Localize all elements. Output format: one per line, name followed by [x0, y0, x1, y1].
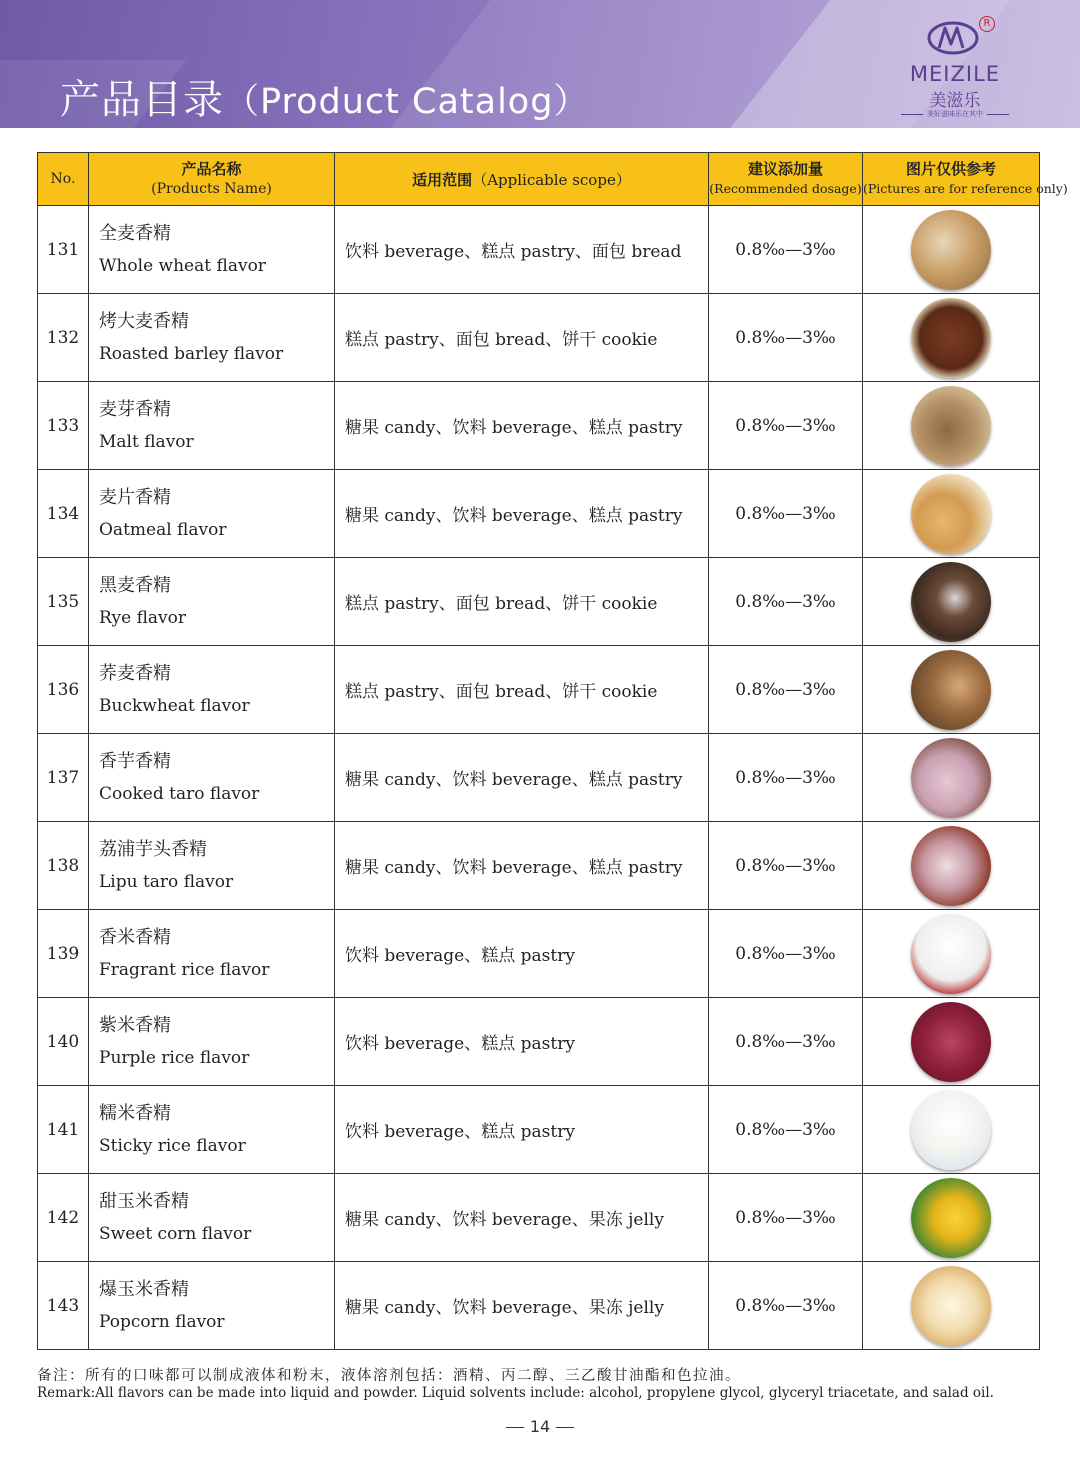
- product-name: [89, 1262, 335, 1350]
- product-name: [89, 1174, 335, 1262]
- product-name-cn: 全麦香精: [99, 222, 171, 244]
- recommended-dosage: 0.8‰—3‰: [709, 382, 863, 470]
- product-name-cn: 麦片香精: [99, 486, 171, 508]
- applicable-scope: 糖果 candy、饮料 beverage、果冻 jelly: [335, 1174, 709, 1262]
- product-number: 138: [38, 822, 89, 910]
- applicable-scope: 糖果 candy、饮料 beverage、果冻 jelly: [335, 1262, 709, 1350]
- product-name-cn: 香芋香精: [99, 750, 171, 772]
- product-number: 136: [38, 646, 89, 734]
- table-row: [38, 910, 1040, 998]
- column-header-name: [89, 153, 335, 206]
- product-name-cn: 香米香精: [99, 926, 171, 948]
- fragrant-rice-photo: [911, 914, 991, 994]
- product-name-cn: 麦芽香精: [99, 398, 171, 420]
- recommended-dosage: 0.8‰—3‰: [709, 470, 863, 558]
- recommended-dosage: 0.8‰—3‰: [709, 822, 863, 910]
- column-header-dosage: [709, 153, 863, 206]
- recommended-dosage: 0.8‰—3‰: [709, 1174, 863, 1262]
- product-name-cn: 糯米香精: [99, 1102, 171, 1124]
- product-number: 140: [38, 998, 89, 1086]
- reference-picture-cell: [863, 1262, 1040, 1350]
- recommended-dosage: 0.8‰—3‰: [709, 734, 863, 822]
- remark-en: Remark:All flavors can be made into liquid and powder. Liquid solvents include: alcohol, propylene glycol, glyceryl triacetate, and salad oil.: [37, 1385, 994, 1401]
- recommended-dosage: 0.8‰—3‰: [709, 998, 863, 1086]
- reference-picture-cell: [863, 206, 1040, 294]
- applicable-scope: 饮料 beverage、糕点 pastry: [335, 998, 709, 1086]
- brand-slogan: [890, 109, 1020, 119]
- column-header-no-label: No.: [50, 171, 76, 187]
- reference-picture-cell: [863, 1174, 1040, 1262]
- table-row: [38, 1262, 1040, 1350]
- applicable-scope: 饮料 beverage、糕点 pastry、面包 bread: [335, 206, 709, 294]
- product-name-en: Purple rice flavor: [99, 1047, 250, 1068]
- recommended-dosage: 0.8‰—3‰: [709, 646, 863, 734]
- brand-slogan-text: 美好滋味乐在其中: [927, 110, 983, 118]
- product-number: 134: [38, 470, 89, 558]
- buckwheat-photo: [911, 650, 991, 730]
- product-name-cn: 荞麦香精: [99, 662, 171, 684]
- purple-rice-photo: [911, 1002, 991, 1082]
- reference-picture-cell: [863, 382, 1040, 470]
- column-header-picture-cn: 图片仅供参考: [905, 160, 996, 178]
- recommended-dosage: 0.8‰—3‰: [709, 294, 863, 382]
- page-number-value: 14: [529, 1417, 551, 1436]
- column-header-scope: [335, 153, 709, 206]
- product-name: [89, 646, 335, 734]
- product-name: [89, 822, 335, 910]
- product-name-en: Rye flavor: [99, 607, 187, 628]
- reference-picture-cell: [863, 294, 1040, 382]
- product-number: 139: [38, 910, 89, 998]
- table-row: [38, 822, 1040, 910]
- table-row: [38, 382, 1040, 470]
- roasted-barley-photo: [911, 298, 991, 378]
- reference-picture-cell: [863, 1086, 1040, 1174]
- whole-wheat-bread-photo: [911, 210, 991, 290]
- product-name-en: Sticky rice flavor: [99, 1135, 246, 1156]
- column-header-picture-en: (Pictures are for reference only): [863, 181, 1068, 196]
- table-row: [38, 558, 1040, 646]
- product-name-en: Buckwheat flavor: [99, 695, 250, 716]
- product-number: 131: [38, 206, 89, 294]
- product-name: [89, 382, 335, 470]
- table-row: [38, 998, 1040, 1086]
- product-name-en: Popcorn flavor: [99, 1311, 225, 1332]
- recommended-dosage: 0.8‰—3‰: [709, 1086, 863, 1174]
- table-row: [38, 1174, 1040, 1262]
- product-catalog-table: [37, 152, 1068, 1350]
- remark-cn: 备注：所有的口味都可以制成液体和粉末，液体溶剂包括：酒精、丙二醇、三乙酸甘油酯和色拉油。: [37, 1368, 741, 1384]
- column-header-scope-en: （Applicable scope）: [472, 170, 631, 189]
- rye-grain-photo: [911, 562, 991, 642]
- page-title-cn: 产品目录: [60, 77, 224, 123]
- product-name: [89, 1086, 335, 1174]
- column-header-dosage-en: (Recommended dosage): [709, 181, 862, 196]
- registered-mark: R: [979, 16, 995, 32]
- reference-picture-cell: [863, 470, 1040, 558]
- product-name-cn: 烤大麦香精: [99, 310, 189, 332]
- recommended-dosage: 0.8‰—3‰: [709, 558, 863, 646]
- applicable-scope: 糕点 pastry、面包 bread、饼干 cookie: [335, 294, 709, 382]
- table-row: [38, 734, 1040, 822]
- product-name: [89, 558, 335, 646]
- table-row: [38, 1086, 1040, 1174]
- product-name-en: Oatmeal flavor: [99, 519, 227, 540]
- column-header-picture: [863, 153, 1068, 206]
- product-number: 141: [38, 1086, 89, 1174]
- applicable-scope: 糖果 candy、饮料 beverage、糕点 pastry: [335, 470, 709, 558]
- reference-picture-cell: [863, 734, 1040, 822]
- column-header-dosage-cn: 建议添加量: [747, 160, 823, 178]
- logo-mark-icon: [925, 20, 981, 56]
- recommended-dosage: 0.8‰—3‰: [709, 910, 863, 998]
- column-header-name-en: (Products Name): [151, 181, 272, 197]
- product-name-cn: 爆玉米香精: [99, 1278, 189, 1300]
- product-name-en: Fragrant rice flavor: [99, 959, 270, 980]
- column-header-name-cn: 产品名称: [181, 160, 242, 178]
- header-banner: [0, 0, 1080, 128]
- product-name: [89, 998, 335, 1086]
- oatmeal-photo: [911, 474, 991, 554]
- product-name-en: Cooked taro flavor: [99, 783, 260, 804]
- malt-grain-photo: [911, 386, 991, 466]
- product-number: 143: [38, 1262, 89, 1350]
- table-row: [38, 646, 1040, 734]
- product-name: [89, 470, 335, 558]
- product-number: 142: [38, 1174, 89, 1262]
- page-number: [440, 1417, 640, 1436]
- column-header-scope-cn: 适用范围: [412, 170, 473, 189]
- table-row: [38, 206, 1040, 294]
- sweet-corn-photo: [911, 1178, 991, 1258]
- reference-picture-cell: [863, 998, 1040, 1086]
- product-number: 135: [38, 558, 89, 646]
- table-header-row: [38, 153, 1040, 206]
- product-name-cn: 黑麦香精: [99, 574, 171, 596]
- product-number: 133: [38, 382, 89, 470]
- reference-picture-cell: [863, 822, 1040, 910]
- product-name-en: Roasted barley flavor: [99, 343, 284, 364]
- table-row: [38, 294, 1040, 382]
- applicable-scope: 糖果 candy、饮料 beverage、糕点 pastry: [335, 382, 709, 470]
- product-name-en: Whole wheat flavor: [99, 255, 266, 276]
- product-name-en: Sweet corn flavor: [99, 1223, 252, 1244]
- page-title: [60, 68, 589, 125]
- reference-picture-cell: [863, 910, 1040, 998]
- reference-picture-cell: [863, 558, 1040, 646]
- product-name: [89, 206, 335, 294]
- product-name-en: Malt flavor: [99, 431, 194, 452]
- lipu-taro-photo: [911, 826, 991, 906]
- sticky-rice-photo: [911, 1090, 991, 1170]
- applicable-scope: 饮料 beverage、糕点 pastry: [335, 910, 709, 998]
- applicable-scope: 饮料 beverage、糕点 pastry: [335, 1086, 709, 1174]
- applicable-scope: 糖果 candy、饮料 beverage、糕点 pastry: [335, 734, 709, 822]
- brand-name-cn: 美滋乐: [929, 91, 981, 111]
- applicable-scope: 糕点 pastry、面包 bread、饼干 cookie: [335, 646, 709, 734]
- product-name: [89, 734, 335, 822]
- product-name-cn: 甜玉米香精: [99, 1190, 189, 1212]
- applicable-scope: 糕点 pastry、面包 bread、饼干 cookie: [335, 558, 709, 646]
- product-name-cn: 紫米香精: [99, 1014, 171, 1036]
- product-name: [89, 910, 335, 998]
- product-name-cn: 荔浦芋头香精: [99, 838, 207, 860]
- product-number: 132: [38, 294, 89, 382]
- popcorn-photo: [911, 1266, 991, 1346]
- product-number: 137: [38, 734, 89, 822]
- table-row: [38, 470, 1040, 558]
- page-title-en: （Product Catalog）: [224, 82, 590, 122]
- reference-picture-cell: [863, 646, 1040, 734]
- brand-logo: [880, 14, 1030, 122]
- column-header-no: [38, 153, 89, 206]
- product-name: [89, 294, 335, 382]
- product-name-en: Lipu taro flavor: [99, 871, 234, 892]
- recommended-dosage: 0.8‰—3‰: [709, 206, 863, 294]
- applicable-scope: 糖果 candy、饮料 beverage、糕点 pastry: [335, 822, 709, 910]
- recommended-dosage: 0.8‰—3‰: [709, 1262, 863, 1350]
- taro-photo: [911, 738, 991, 818]
- brand-name-en: MEIZILE: [909, 62, 1001, 86]
